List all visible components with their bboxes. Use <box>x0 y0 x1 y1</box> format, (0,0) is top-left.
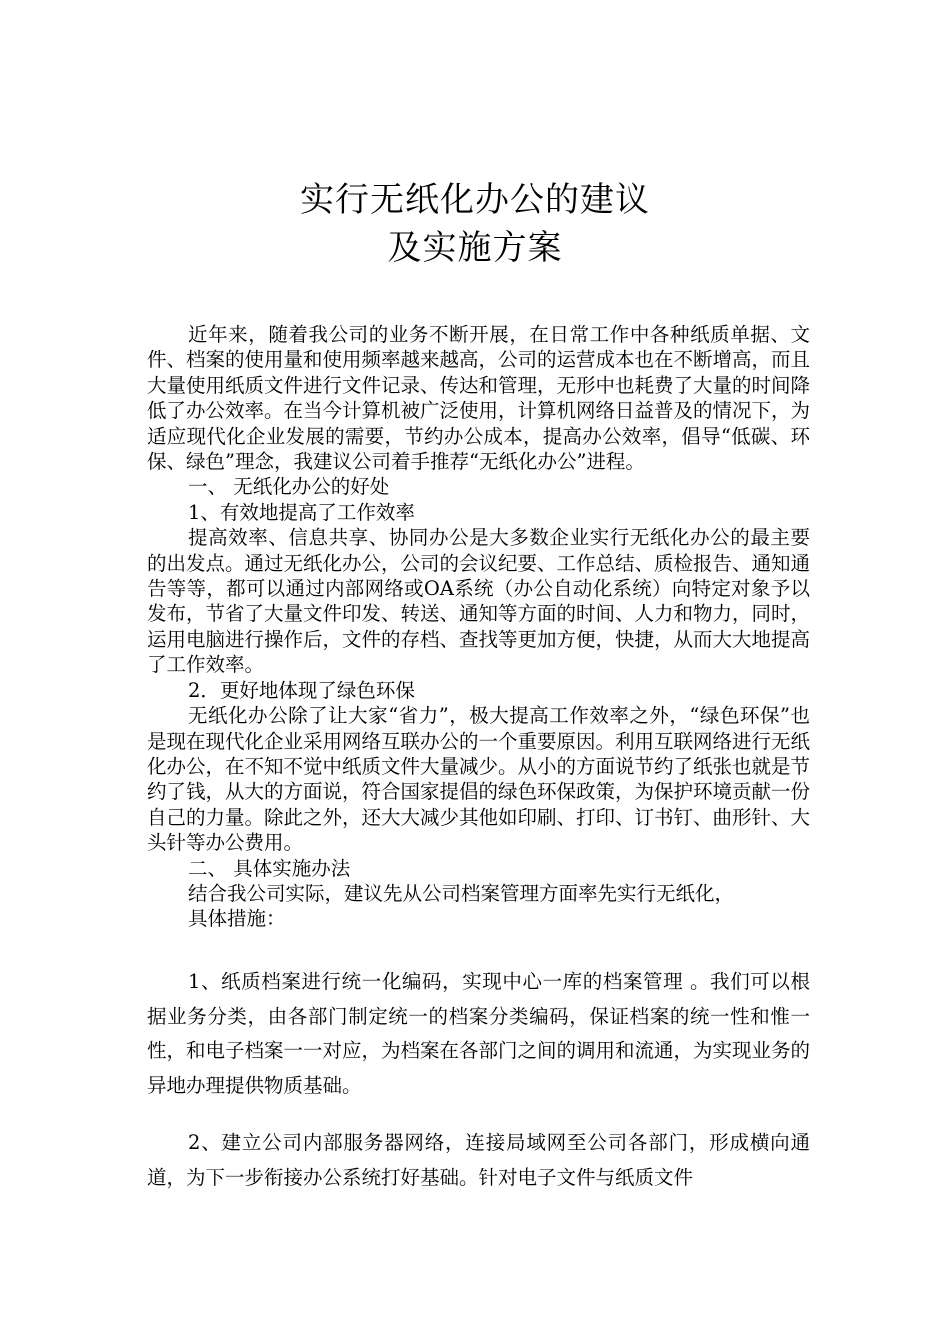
title-line-2: 及实施方案 <box>387 228 563 268</box>
measure-2-block <box>147 1126 810 1195</box>
document-body <box>147 322 810 932</box>
title-line-1: 实行无纸化办公的建议 <box>300 180 650 220</box>
measure-2-paragraph: 2、建立公司内部服务器网络，连接局域网至公司各部门，形成横向通道，为下一步衔接办公系统打好基础。针对电子文件与纸质文件 <box>147 1131 810 1189</box>
section-1-heading: 一、 无纸化办公的好处 <box>188 475 390 499</box>
subsection-1-heading: 1、有效地提高了工作效率 <box>188 500 415 524</box>
subsection-2-paragraph: 无纸化办公除了让大家“省力”，极大提高工作效率之外，“绿色环保”也是现在现代化企业采用网络互联办公的一个重要原因。利用互联网络进行无纸化办公，在不知不觉中纸质文件大量减少。从小的方面说节约了纸张也就是节约了钱，从大的方面说，符合国家提倡的绿色环保政策，为保护环境贡献一份自己的力量。除此之外，还大大减少其他如印刷、打印、订书钉、曲形针、大头针等办公费用。 <box>147 704 811 855</box>
subsection-1-paragraph: 提高效率、信息共享、协同办公是大多数企业实行无纸化办公的最主要的出发点。通过无纸化办公，公司的会议纪要、工作总结、质检报告、通知通告等等，都可以通过内部网络或OA系统（办公自动化系统）向特定对象予以发布，节省了大量文件印发、转送、通知等方面的时间、人力和物力，同时，运用电脑进行操作后，文件的存档、查找等更加方便，快捷，从而大大地提高了工作效率。 <box>147 526 811 677</box>
section-2-heading: 二、 具体实施办法 <box>188 856 351 880</box>
document-title <box>0 176 950 272</box>
subsection-2-heading: 2．更好地体现了绿色环保 <box>188 678 415 702</box>
section-2-line-2: 具体措施： <box>188 907 286 931</box>
measure-1-block <box>147 965 810 1103</box>
intro-paragraph: 近年来，随着我公司的业务不断开展，在日常工作中各种纸质单据、文件、档案的使用量和使用频率越来越高，公司的运营成本也在不断增高，而且大量使用纸质文件进行文件记录、传达和管理，无形中也耗费了大量的时间降低了办公效率。在当今计算机被广泛使用，计算机网络日益普及的情况下，为适应现代化企业发展的需要，节约办公成本，提高办公效率，倡导“低碳、环保、绿色”理念，我建议公司着手推荐“无纸化办公”进程。 <box>147 323 811 474</box>
section-2-line-1: 结合我公司实际，建议先从公司档案管理方面率先实行无纸化， <box>188 881 735 905</box>
measure-1-paragraph: 1、纸质档案进行统一化编码，实现中心一库的档案管理 。我们可以根据业务分类，由各部门制定统一的档案分类编码，保证档案的统一性和惟一性，和电子档案一一对应，为档案在各部门之间的调用和流通，为实现业务的异地办理提供物质基础。 <box>147 970 811 1097</box>
